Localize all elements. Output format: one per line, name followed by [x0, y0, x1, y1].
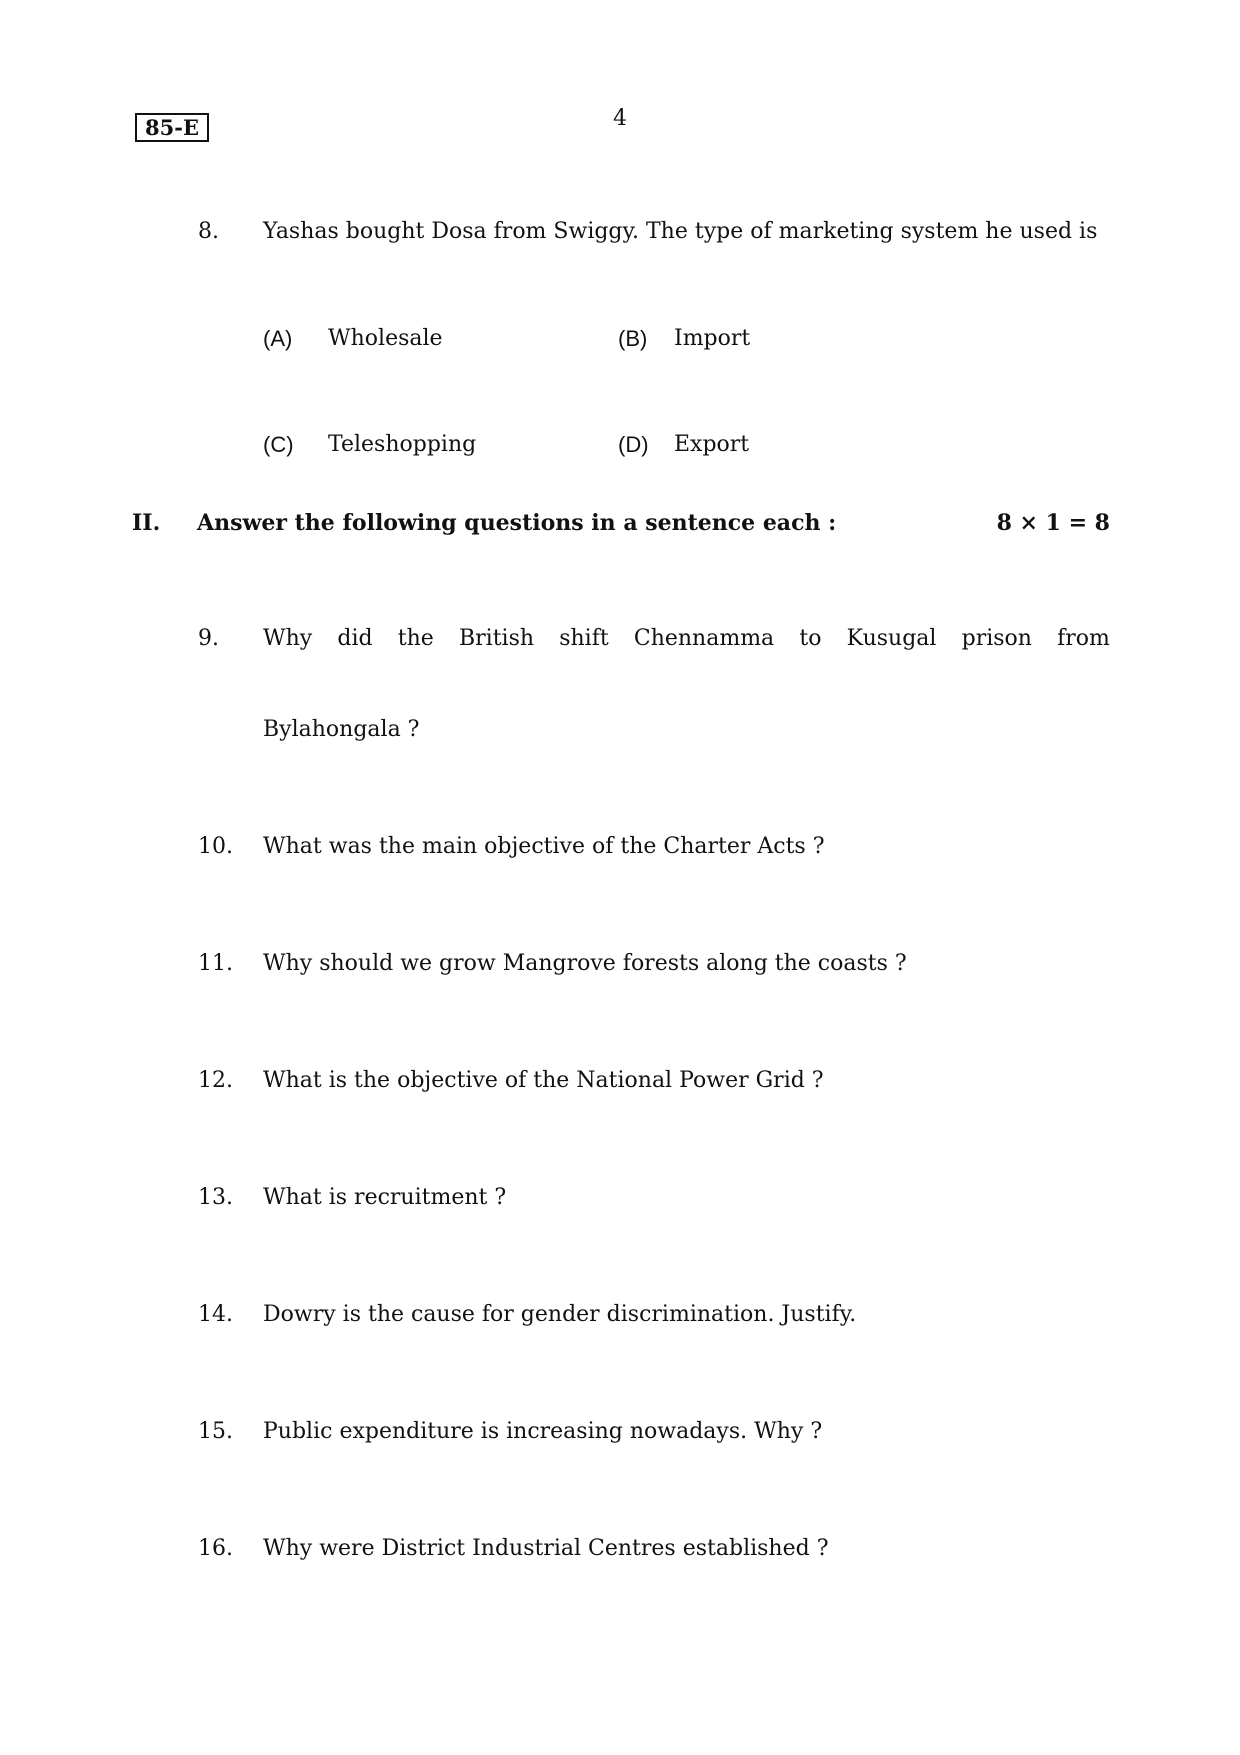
word: prison: [961, 626, 1032, 651]
option-c-text: Teleshopping: [328, 432, 477, 457]
question-number: 13.: [198, 1185, 233, 1210]
question-text: Dowry is the cause for gender discrimination. Justify.: [263, 1302, 857, 1327]
word: from: [1057, 626, 1110, 651]
question-number: 9.: [198, 626, 219, 651]
question-text-line-1: [263, 626, 1110, 651]
question-number: 15.: [198, 1419, 233, 1444]
option-c-letter: (C): [263, 432, 294, 457]
section-title: Answer the following questions in a sentence each :: [197, 510, 837, 536]
question-text: What is recruitment ?: [263, 1185, 507, 1210]
word: the: [397, 626, 434, 651]
question-number: 16.: [198, 1536, 233, 1561]
question-text: Why were District Industrial Centres established ?: [263, 1536, 829, 1561]
word: Why: [263, 626, 313, 651]
question-number: 12.: [198, 1068, 233, 1093]
option-d-text: Export: [674, 432, 750, 457]
question-text: What was the main objective of the Charter Acts ?: [263, 834, 825, 859]
question-text-line-2: Bylahongala ?: [263, 717, 420, 742]
page-number: 4: [613, 106, 627, 131]
word: Chennamma: [633, 626, 775, 651]
question-text: Why should we grow Mangrove forests along the coasts ?: [263, 951, 907, 976]
question-number: 14.: [198, 1302, 233, 1327]
paper-code-box: 85-E: [135, 113, 209, 142]
word: did: [337, 626, 373, 651]
question-text: What is the objective of the National Power Grid ?: [263, 1068, 824, 1093]
question-text: Public expenditure is increasing nowadays. Why ?: [263, 1419, 823, 1444]
question-number: 8.: [198, 219, 219, 244]
word: Kusugal: [846, 626, 937, 651]
section-number: II.: [132, 510, 161, 536]
section-marks: 8 × 1 = 8: [996, 510, 1110, 536]
question-number: 10.: [198, 834, 233, 859]
option-b-text: Import: [674, 326, 751, 351]
option-a-letter: (A): [263, 326, 293, 351]
word: to: [799, 626, 822, 651]
question-number: 11.: [198, 951, 233, 976]
option-a-text: Wholesale: [328, 326, 443, 351]
word: British: [458, 626, 535, 651]
question-text: Yashas bought Dosa from Swiggy. The type of marketing system he used is: [263, 219, 1098, 244]
option-d-letter: (D): [618, 432, 649, 457]
option-b-letter: (B): [618, 326, 648, 351]
word: shift: [559, 626, 609, 651]
